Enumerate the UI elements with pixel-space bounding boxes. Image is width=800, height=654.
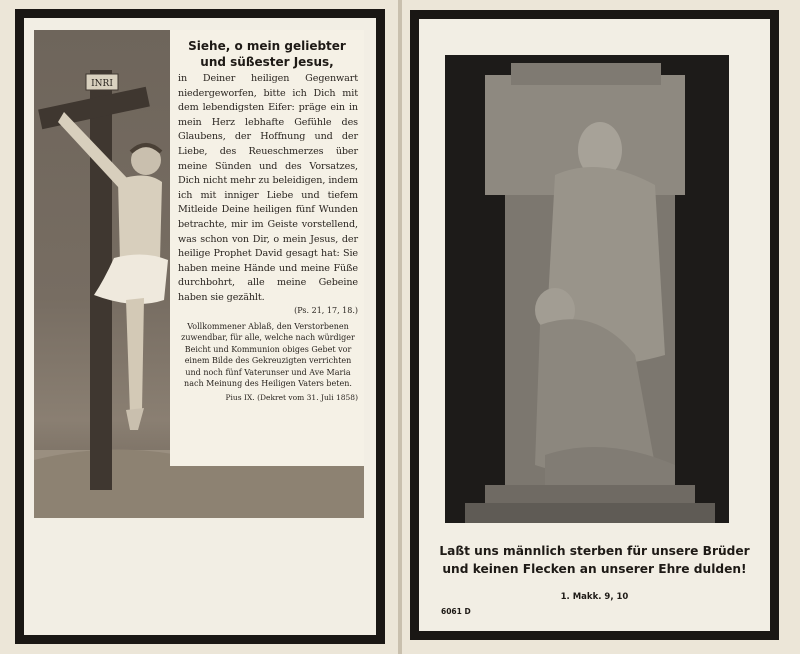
monument-plinth: [465, 503, 715, 523]
statue-illustration: [445, 55, 729, 523]
memorial-motto: [419, 542, 770, 578]
decree-text: Pius IX. (Dekret vom 31. Juli 1858): [225, 392, 358, 402]
verse-reference: 1. Makk. 9, 10: [560, 592, 629, 602]
left-black-border: [15, 9, 385, 644]
indulgence-text: Vollkommener Ablaß, den Verstorbenen zuwendbar, für alle, welche nach würdiger Beicht und Kommunion obiges Gebet vor einem Bilde des Gekreuzigten verrichten und noch fünf Vaterunser und Ave Maria nach Meinung des Heiligen Vaters beten.: [181, 321, 355, 388]
prayer-heading-line1: Siehe, o mein geliebter: [188, 39, 346, 53]
inri-text: INRI: [91, 79, 113, 89]
prayer-text: in Deiner heiligen Gegenwart niedergeworfen, bitte ich Dich mit dem lebendigsten Eifer: präge ein in mein Herz lebhafte Gefühle des Glaubens, der Hoffnung und der Liebe, des Reueschmerzes über meine Sünden und des Vorsatzes, Dich nicht mehr zu beleidigen, indem ich mit inniger Liebe und tiefem Mitleide Deine heiligen fünf Wunden betrachte, mir im Geiste vorstellend, was schon von Dir, o mein Jesus, der heilige Prophet David gesagt hat: Sie haben meine Hände und meine Füße durchbohrt, alle meine Gebeine haben sie gezählt.: [178, 73, 358, 303]
monument-cap: [511, 63, 661, 85]
memorial-statue-image: [445, 55, 729, 523]
right-black-border: [410, 10, 779, 640]
torso: [118, 175, 162, 265]
prayer-heading-line2: und süßester Jesus,: [200, 55, 334, 69]
feet: [126, 408, 144, 430]
prayer-heading: [170, 38, 364, 70]
prayer-reference: (Ps. 21, 17, 18.): [294, 305, 358, 315]
prayer-panel: [170, 30, 364, 466]
legs: [126, 298, 144, 414]
left-card: [0, 0, 398, 654]
monument-base: [485, 485, 695, 505]
right-card: [402, 0, 800, 654]
motto-line2: und keinen Flecken an unserer Ehre dulden!: [442, 562, 747, 576]
print-code: 6061 D: [441, 607, 471, 616]
motto-line1: Laßt uns männlich sterben für unsere Brüder: [439, 544, 750, 558]
